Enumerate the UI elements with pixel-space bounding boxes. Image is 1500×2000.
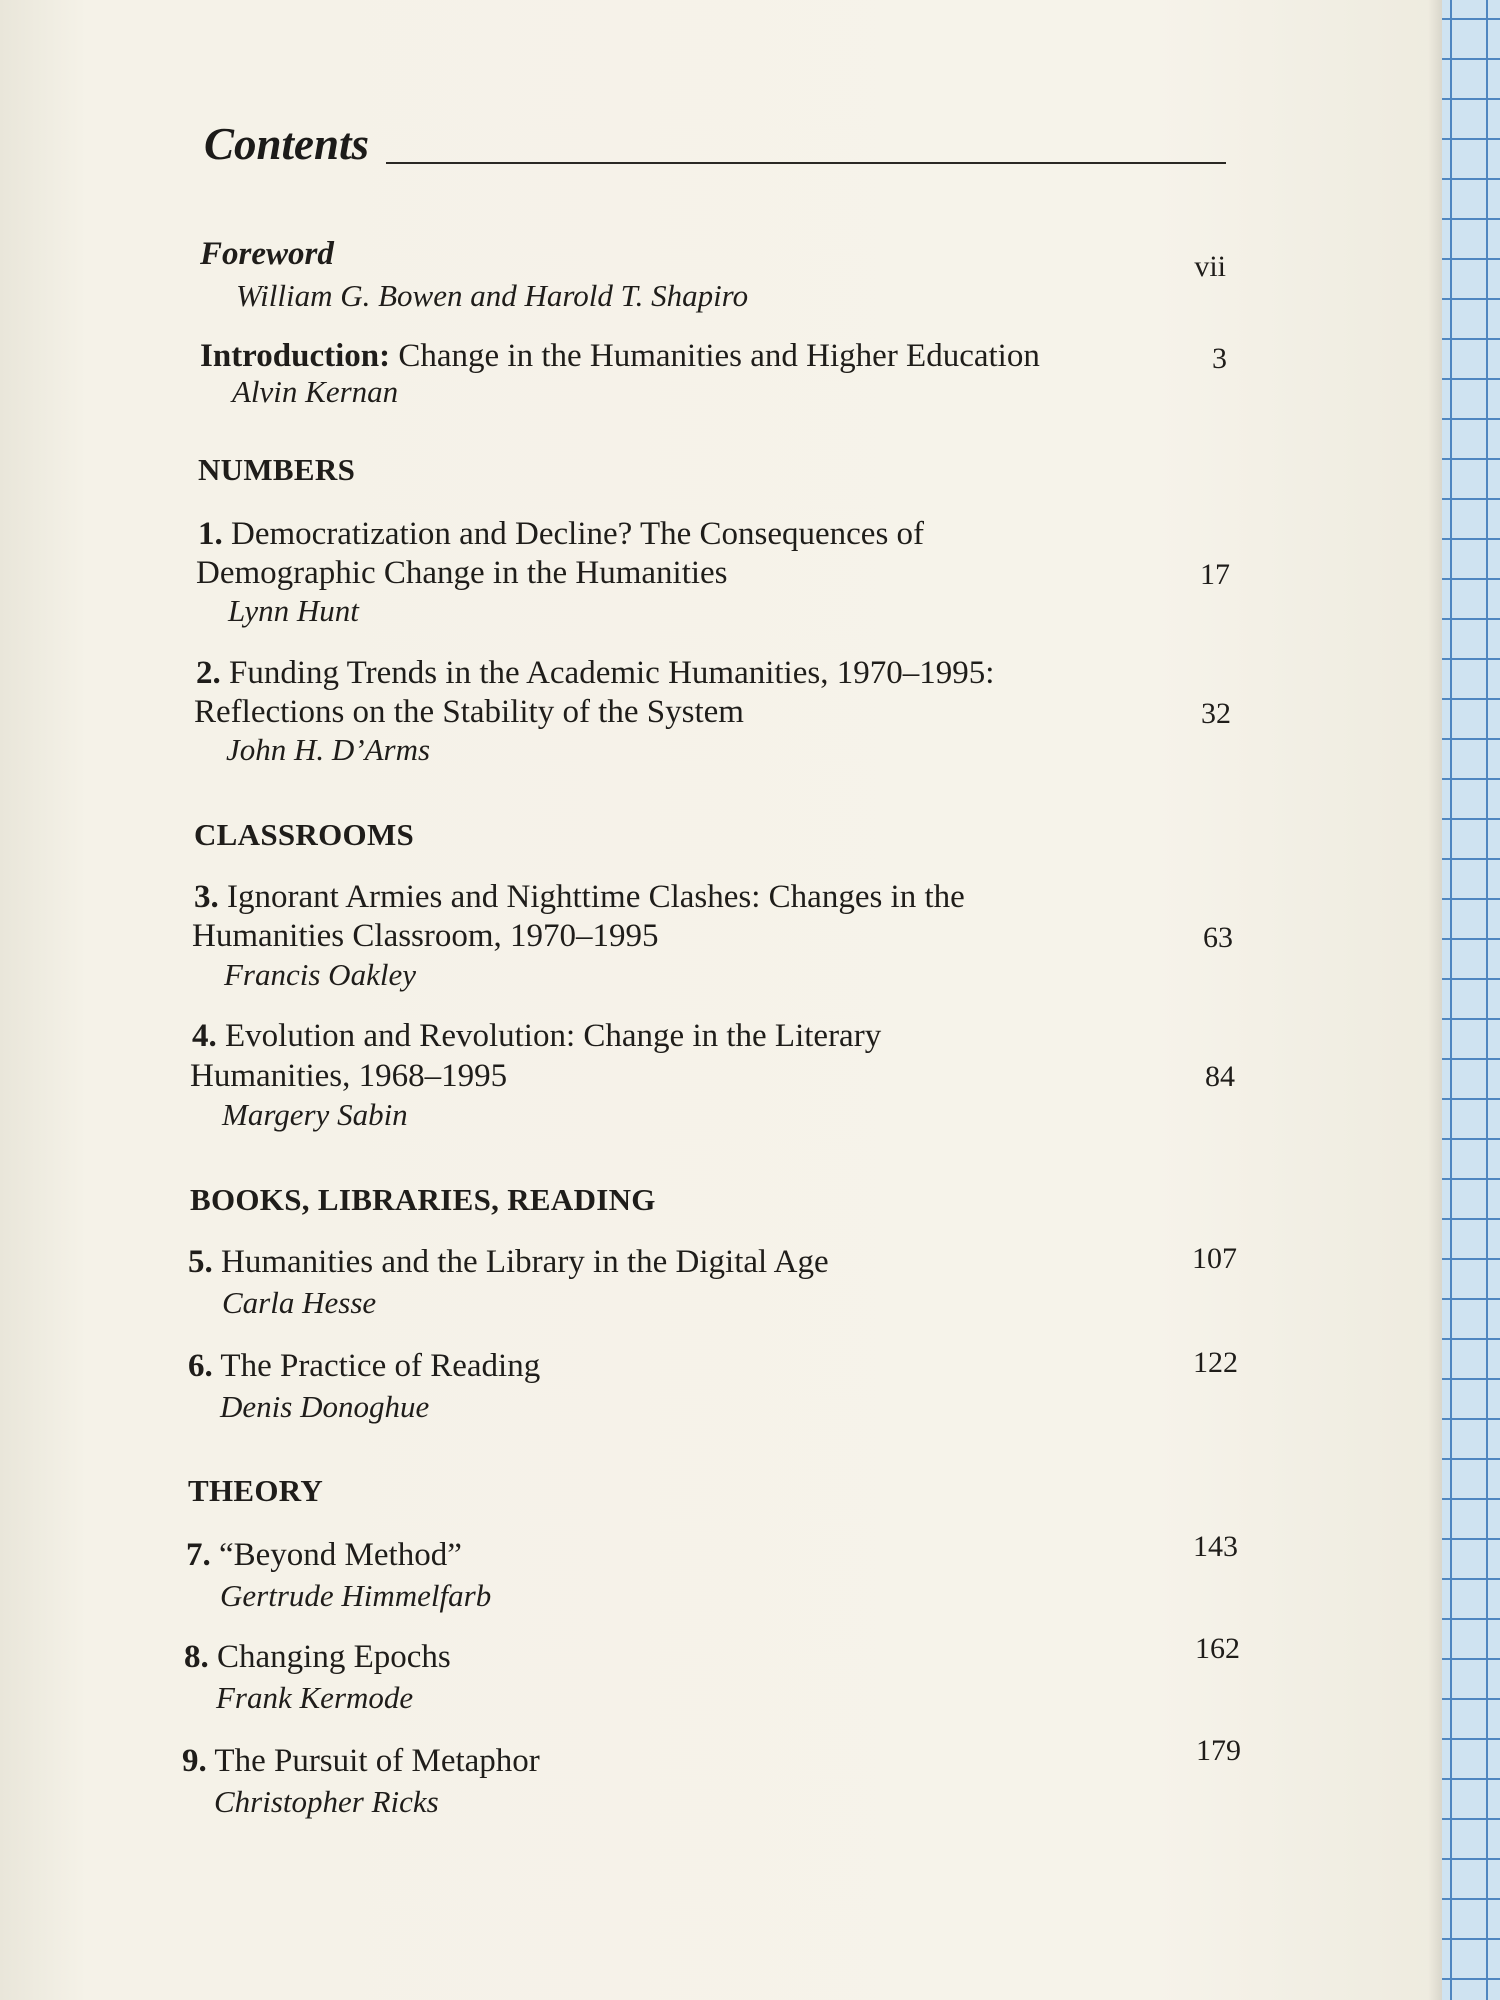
foreword-title: Foreword	[200, 236, 334, 272]
section-heading: CLASSROOMS	[194, 817, 415, 852]
section-heading: BOOKS, LIBRARIES, READING	[190, 1182, 656, 1217]
chapter-title-text: Changing Epochs	[217, 1639, 451, 1675]
foreword-page: vii	[1194, 250, 1226, 283]
chapter-line2: Humanities Classroom, 1970–1995	[192, 918, 659, 954]
chapter-number: 2.	[196, 655, 221, 691]
chapter-page: 179	[1196, 1734, 1241, 1767]
chapter-line1	[184, 1637, 451, 1677]
introduction-lead: Introduction:	[200, 338, 391, 374]
chapter-page: 32	[1201, 697, 1231, 730]
chapter-page: 143	[1193, 1530, 1238, 1563]
chapter-title-text: The Practice of Reading	[220, 1348, 541, 1384]
chapter-author: Lynn Hunt	[228, 593, 359, 628]
title-rule	[386, 162, 1226, 164]
introduction-text: Change in the Humanities and Higher Education	[398, 338, 1040, 374]
chapter-page: 162	[1195, 1632, 1240, 1665]
chapter-line2: Reflections on the Stability of the System	[194, 694, 744, 730]
chapter-title-text: The Pursuit of Metaphor	[214, 1743, 540, 1779]
chapter-page: 122	[1193, 1346, 1238, 1379]
chapter-title-text: Humanities and the Library in the Digital Age	[221, 1244, 829, 1280]
chapter-line1	[196, 653, 994, 693]
chapter-title-text: Funding Trends in the Academic Humanities, 1970–1995:	[229, 655, 995, 691]
chapter-number: 9.	[182, 1743, 207, 1779]
chapter-number: 7.	[186, 1537, 211, 1573]
chapter-title-text: Ignorant Armies and Nighttime Clashes: Changes in the	[227, 879, 965, 915]
chapter-title-text: “Beyond Method”	[219, 1537, 462, 1573]
chapter-number: 5.	[188, 1244, 213, 1280]
chapter-author: Margery Sabin	[222, 1097, 408, 1132]
chapter-number: 6.	[188, 1348, 213, 1384]
chapter-page: 63	[1203, 921, 1233, 954]
chapter-number: 1.	[198, 516, 223, 552]
chapter-page: 107	[1192, 1242, 1237, 1275]
chapter-line1	[182, 1741, 540, 1781]
chapter-author: John H. D’Arms	[226, 732, 431, 767]
section-heading: THEORY	[188, 1473, 324, 1508]
chapter-author: Gertrude Himmelfarb	[220, 1578, 492, 1613]
chapter-line2: Demographic Change in the Humanities	[196, 555, 728, 591]
chapter-page: 84	[1205, 1060, 1235, 1093]
chapter-author: Christopher Ricks	[214, 1784, 439, 1819]
contents-header	[204, 118, 1226, 178]
chapter-number: 4.	[192, 1018, 217, 1054]
introduction-page: 3	[1212, 342, 1227, 375]
chapter-title-text: Evolution and Revolution: Change in the Literary	[225, 1018, 882, 1054]
foreword-author: William G. Bowen and Harold T. Shapiro	[236, 278, 749, 313]
chapter-author: Denis Donoghue	[220, 1389, 430, 1424]
page-title: Contents	[204, 119, 370, 169]
chapter-line1	[198, 514, 924, 554]
chapter-line1	[188, 1346, 540, 1386]
introduction-title	[200, 336, 1040, 376]
section-heading: NUMBERS	[198, 452, 356, 487]
introduction-author: Alvin Kernan	[232, 374, 399, 409]
chapter-line1	[188, 1242, 829, 1282]
chapter-line1	[186, 1535, 462, 1575]
chapter-author: Frank Kermode	[216, 1680, 414, 1715]
chapter-title-text: Democratization and Decline? The Consequences of	[231, 516, 925, 552]
chapter-author: Carla Hesse	[222, 1285, 377, 1320]
chapter-line2: Humanities, 1968–1995	[190, 1058, 508, 1094]
chapter-page: 17	[1200, 558, 1230, 591]
chapter-line1	[194, 877, 965, 917]
chapter-number: 3.	[194, 879, 219, 915]
chapter-author: Francis Oakley	[224, 957, 416, 992]
grid-paper-background	[1442, 0, 1500, 2000]
chapter-line1	[192, 1016, 881, 1056]
chapter-number: 8.	[184, 1639, 209, 1675]
